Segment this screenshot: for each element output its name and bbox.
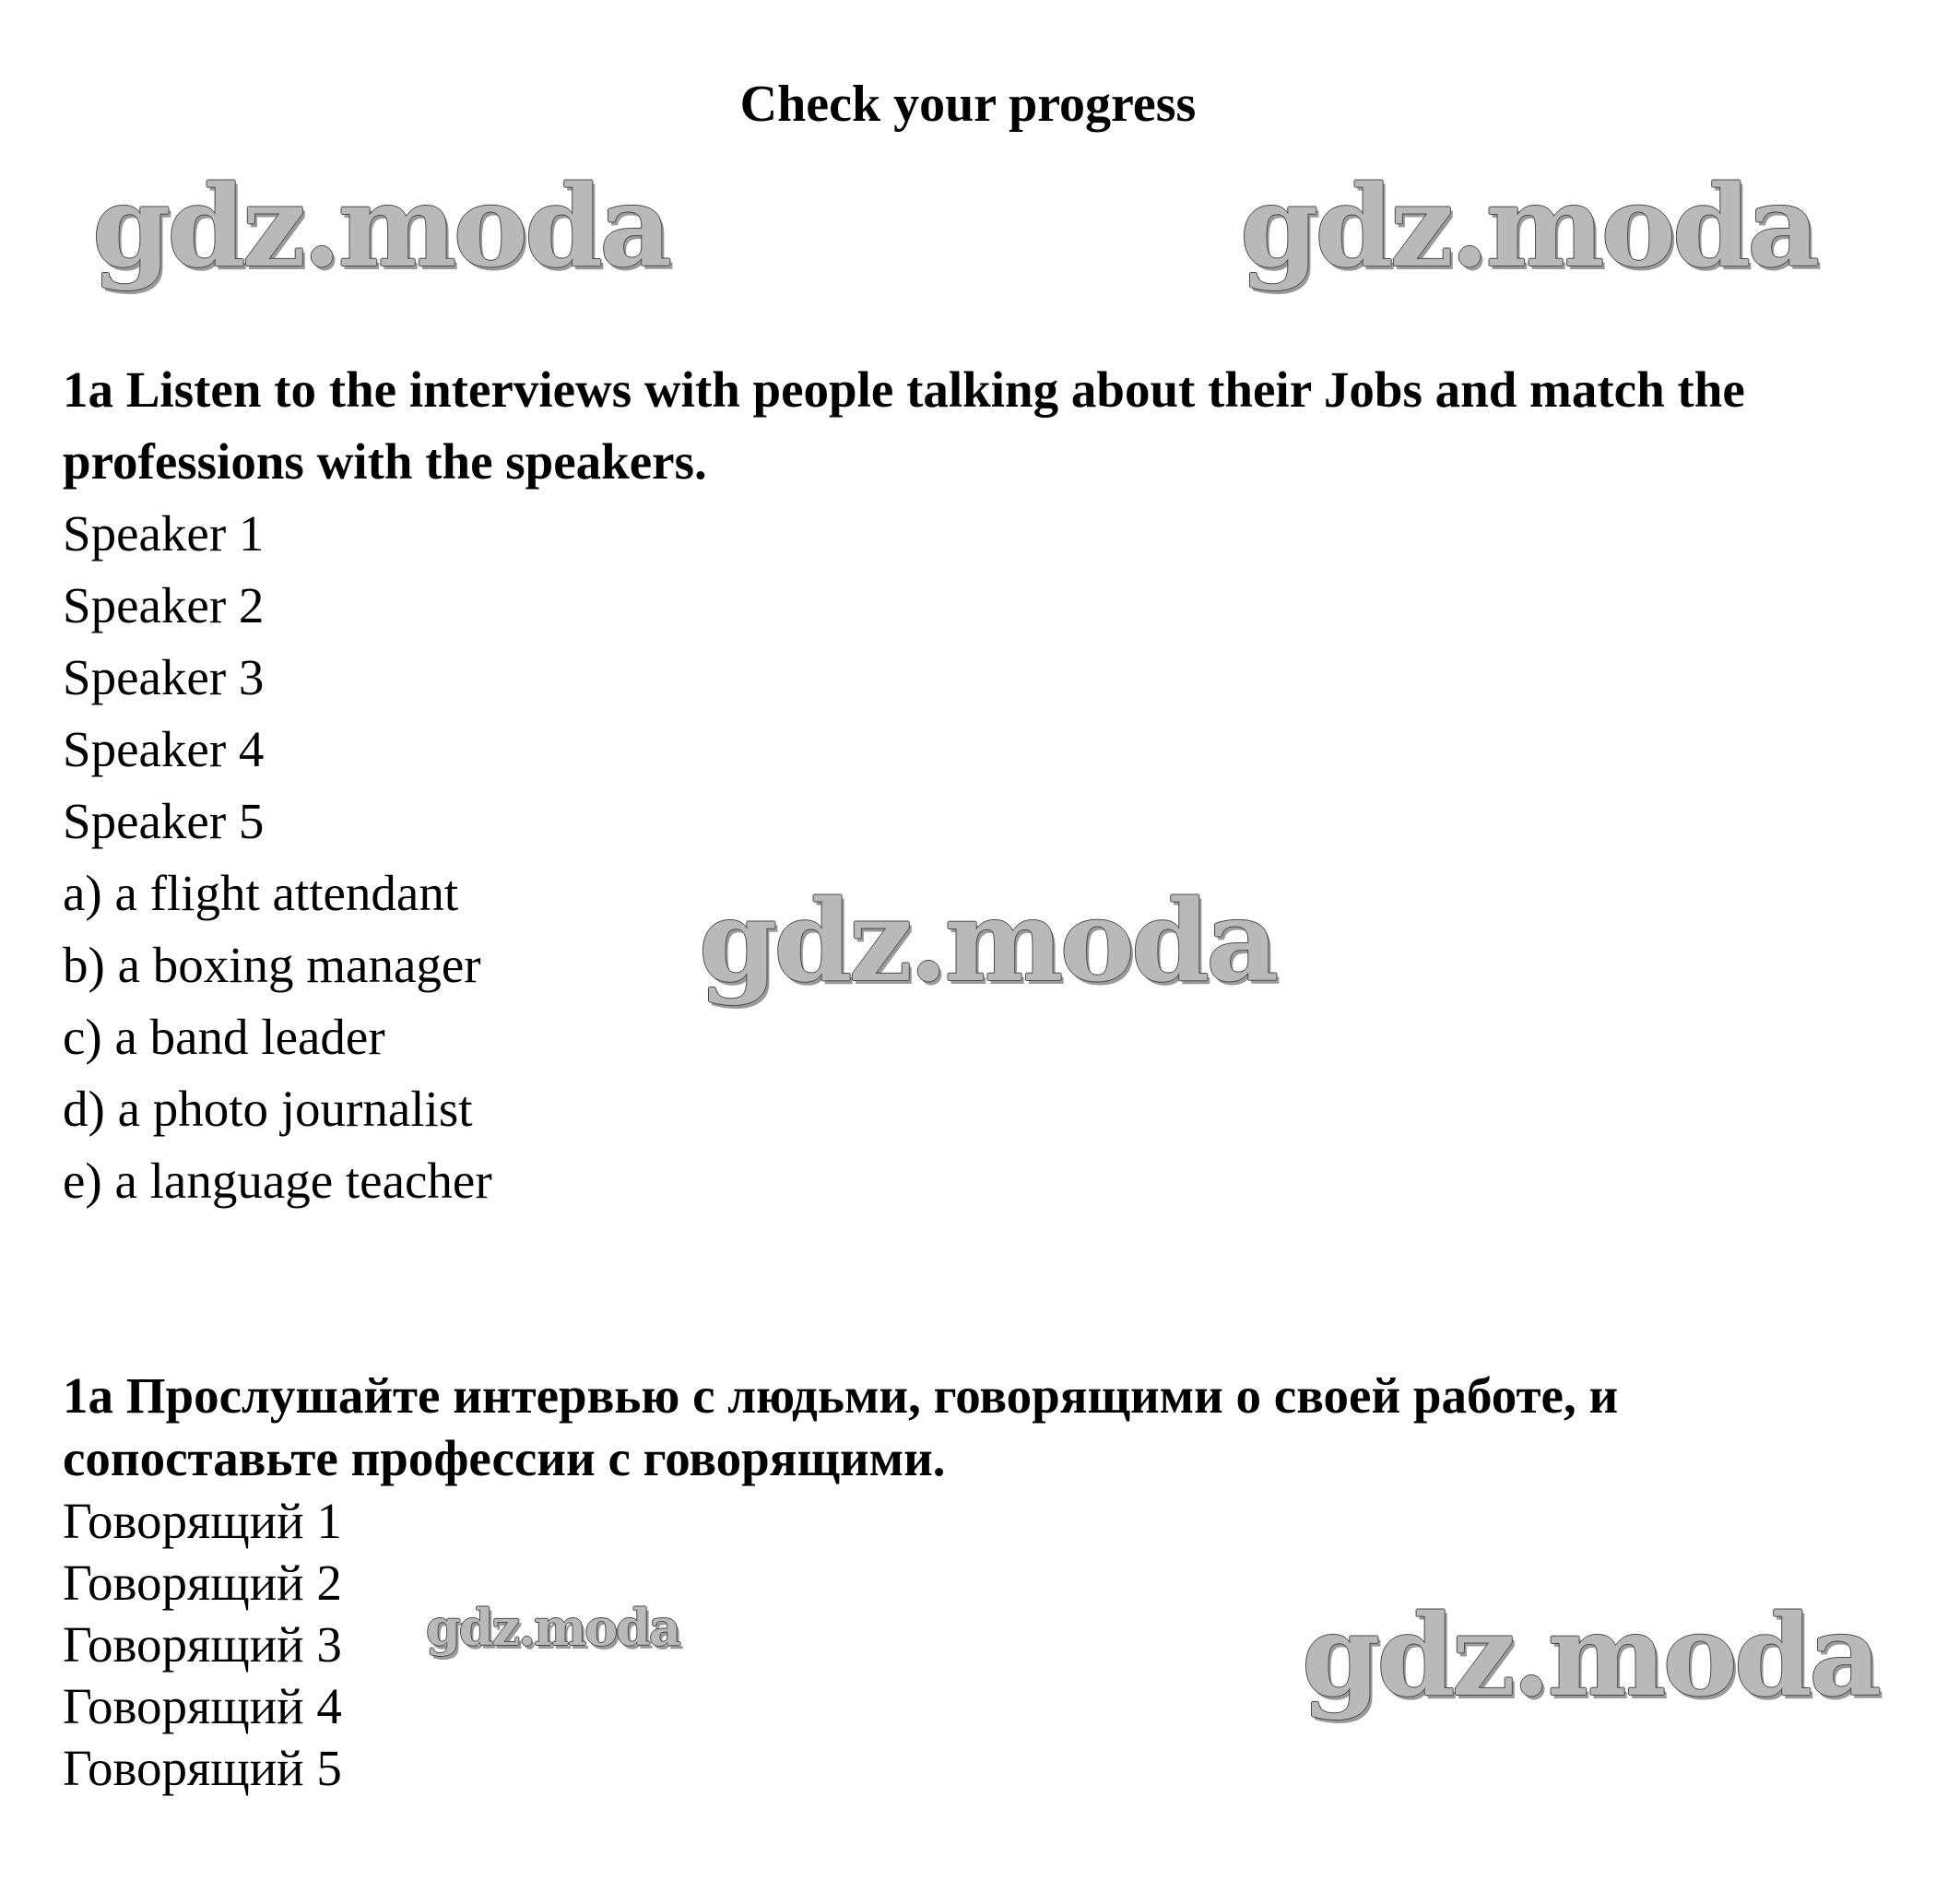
profession-option: e) a language teacher bbox=[63, 1153, 492, 1209]
speaker-line: Говорящий 3 bbox=[63, 1616, 342, 1673]
profession-option: a) a flight attendant bbox=[63, 865, 459, 921]
page-title: Check your progress bbox=[739, 76, 1197, 133]
watermark-bottom-right: gdz.moda bbox=[1302, 1589, 1879, 1721]
speaker-line: Speaker 5 bbox=[63, 793, 265, 849]
profession-option: b) a boxing manager bbox=[63, 937, 481, 993]
speaker-line: Говорящий 2 bbox=[63, 1555, 342, 1611]
speaker-line: Speaker 4 bbox=[63, 721, 265, 777]
watermark-middle: gdz.moda bbox=[699, 874, 1276, 1007]
russian-task-heading: 1a Прослушайте интервью с людьми, говорящими о своей работе, и сопоставьте профессии с говорящими. bbox=[63, 1367, 1619, 1486]
russian-task bbox=[63, 1365, 1897, 1799]
english-task bbox=[63, 354, 1897, 1217]
speaker-line: Говорящий 4 bbox=[63, 1678, 342, 1734]
watermark-top-right: gdz.moda bbox=[1240, 160, 1817, 292]
profession-option: d) a photo journalist bbox=[63, 1081, 473, 1137]
watermark-bottom-small: gdz.moda bbox=[426, 1598, 679, 1657]
speaker-line: Говорящий 5 bbox=[63, 1740, 342, 1796]
speaker-line: Speaker 2 bbox=[63, 577, 265, 633]
speaker-line: Speaker 3 bbox=[63, 649, 265, 705]
profession-option: c) a band leader bbox=[63, 1009, 385, 1065]
watermark-top-left: gdz.moda bbox=[92, 160, 669, 292]
english-task-heading: 1a Listen to the interviews with people talking about their Jobs and match the professions with the speakers. bbox=[63, 361, 1745, 490]
speaker-line: Говорящий 1 bbox=[63, 1493, 342, 1549]
speaker-line: Speaker 1 bbox=[63, 505, 265, 562]
